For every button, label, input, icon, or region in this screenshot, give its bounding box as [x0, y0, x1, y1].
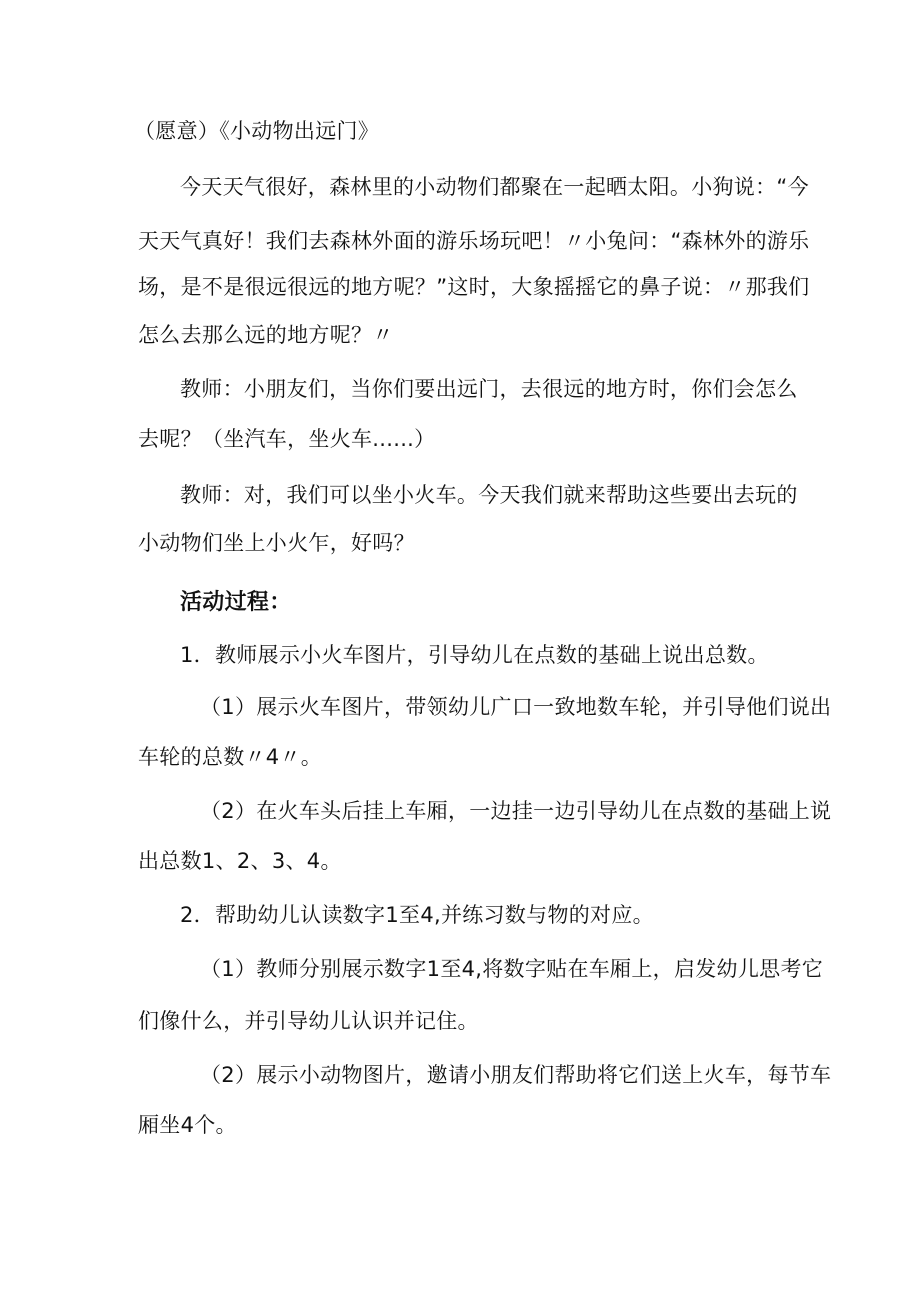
step2-title: 2．帮助幼儿认读数字1至4,并练习数与物的对应。 [180, 903, 654, 927]
story-line-3: 场，是不是很远很远的地方呢？”这时，大象摇摇它的鼻子说：〃那我们 [138, 275, 810, 299]
step2-sub1-line-1: （1）教师分别展示数字1至4,将数字贴在车厢上，启发幼儿思考它 [200, 957, 824, 981]
step1-sub2-line-1: （2）在火车头后挂上车厢，一边挂一边引导幼儿在点数的基础上说 [200, 799, 832, 823]
step2-sub2-line-2: 厢坐4个。 [138, 1113, 237, 1137]
teacher-answer-line-2: 小动物们坐上小火乍，好吗？ [138, 531, 415, 555]
teacher-question-line-2: 去呢？（坐汽车，坐火车......） [138, 427, 436, 451]
step1-title: 1．教师展示小火车图片，引导幼儿在点数的基础上说出总数。 [180, 643, 769, 667]
step2-sub2-line-1: （2）展示小动物图片，邀请小朋友们帮助将它们送上火车，每节车 [200, 1063, 832, 1087]
step1-sub2-line-2: 出总数1、2、3、4。 [138, 849, 342, 873]
teacher-question-line-1: 教师：小朋友们，当你们要出远门，去很远的地方时，你们会怎么 [180, 377, 798, 401]
activity-title: （愿意）《小动物出远门》 [134, 119, 380, 143]
story-line-1: 今天天气很好，森林里的小动物们都聚在一起晒太阳。小狗说：“今 [180, 175, 809, 199]
story-line-4: 怎么去那么远的地方呢？〃 [138, 323, 394, 347]
teacher-answer-line-1: 教师：对，我们可以坐小火车。今天我们就来帮助这些要出去玩的 [180, 483, 798, 507]
story-line-2: 天天气真好！我们去森林外面的游乐场玩吧！〃小兔问：“森林外的游乐 [138, 229, 810, 253]
section-heading: 活动过程： [180, 590, 292, 615]
step2-sub1-line-2: 们像什么，并引导幼儿认识并记住。 [138, 1009, 479, 1033]
step1-sub1-line-2: 车轮的总数〃4〃。 [138, 745, 323, 769]
step1-sub1-line-1: （1）展示火车图片，带领幼儿广口一致地数车轮，并引导他们说出 [200, 695, 832, 719]
